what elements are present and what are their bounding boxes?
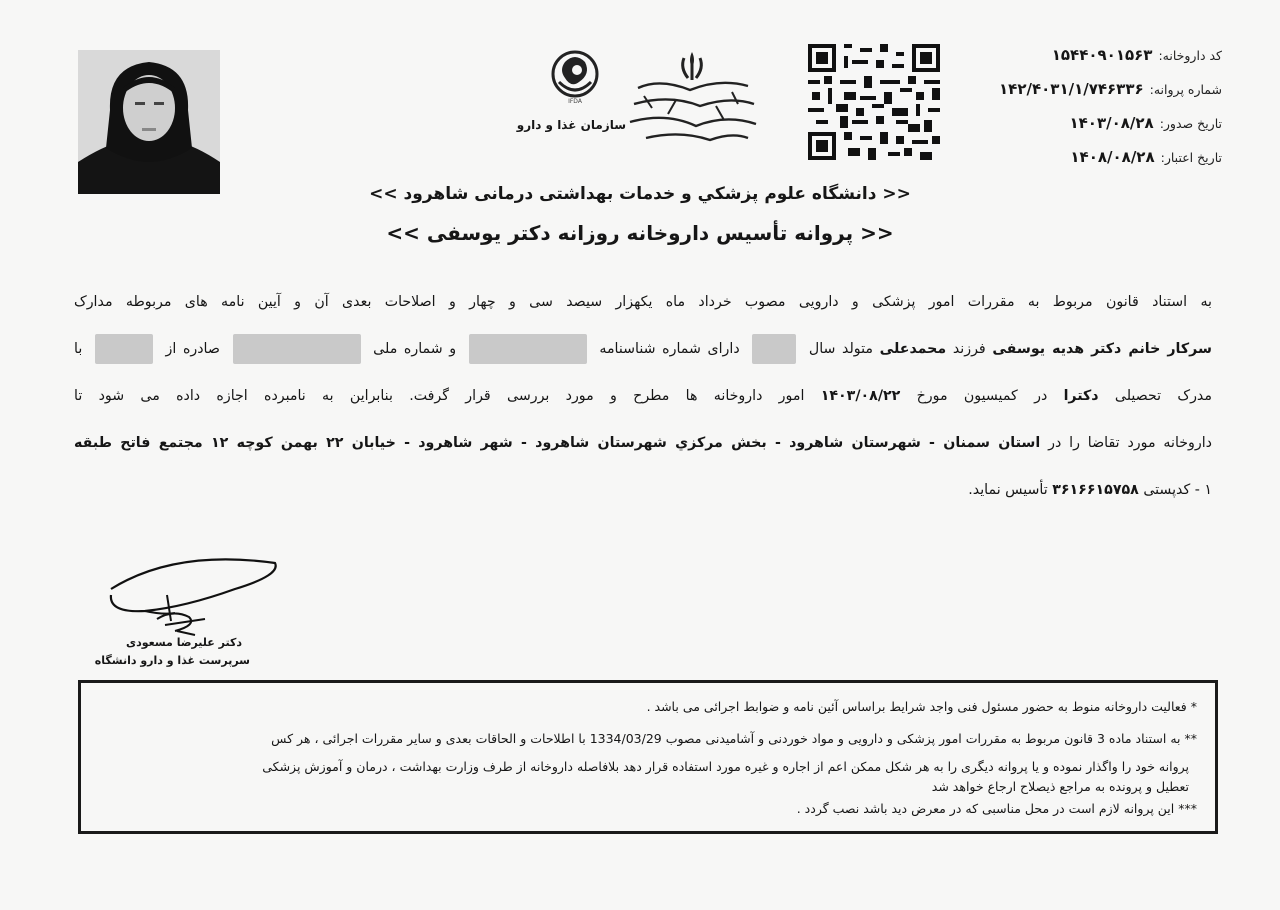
body-text-3: امور داروخانه ها مطرح و مورد بررسی قرار گرفت. بنابراین به نامبرده اجازه داده می شود تا (74, 388, 805, 404)
svg-text:IFDA: IFDA (568, 98, 582, 104)
applicant-photo (78, 50, 220, 194)
validity-date: ۱۴۰۸/۰۸/۲۸ (1070, 148, 1155, 166)
license-title: << پروانه تأسیس داروخانه روزانه دکتر یوسفی >> (386, 221, 894, 245)
food-drug-org-name: سازمان غذا و دارو (516, 118, 626, 132)
iran-emblem-logo-icon (620, 48, 760, 148)
degree-value: دکترا (1063, 388, 1099, 404)
qr-code-icon[interactable] (808, 44, 940, 160)
issue-date: ۱۴۰۳/۰۸/۲۸ (1069, 114, 1154, 132)
commission-date: ۱۴۰۳/۰۸/۲۲ (820, 388, 901, 404)
validity-date-label: تاریخ اعتبار: (1160, 149, 1222, 165)
pharmacy-address: استان سمنان - شهرستان شاهرود - بخش مرکزي شهرستان شاهرود - شهر شاهرود - خیابان ۲۲ بهمن کوچه ۱۲ مجتمع فاتح طبقه (74, 435, 1041, 451)
commission-label: در کمیسیون مورخ (916, 388, 1048, 404)
redacted-birth-cert (469, 334, 587, 364)
national-id-label: و شماره ملی (373, 341, 457, 357)
signature-icon (105, 555, 285, 645)
body-line-3 (74, 376, 1212, 423)
body-text-4: داروخانه مورد تقاضا را در (1048, 435, 1212, 451)
postal-code-label: ۱ - کدپستی (1143, 482, 1212, 498)
pharmacy-code-label: کد داروخانه: (1158, 47, 1222, 63)
note-2-cont: پروانه خود را واگذار نموده و یا پروانه دیگری را به هر شکل ممکن اعم از اجاره و غیره مورد استفاده قرار دهد بلافاصله داروخانه از طرف وزارت بهداشت ، درمان و آموزش پزشکی (262, 759, 1189, 774)
redacted-birth-year (752, 334, 796, 364)
body-line-2 (74, 329, 1212, 376)
father-name: محمدعلی (879, 341, 947, 357)
degree-label: مدرک تحصیلی (1114, 388, 1212, 404)
license-number: ۱۴۲/۴۰۳۱/۱/۷۴۶۳۳۶ (999, 80, 1144, 98)
issued-from-label: صادره از (165, 341, 220, 357)
pharmacy-code: ۱۵۴۴۰۹۰۱۵۶۳ (1051, 46, 1153, 64)
child-of-label: فرزند (952, 341, 986, 357)
signatory-name: دکتر علیرضا مسعودی (126, 636, 242, 649)
fda-logo-icon (545, 48, 605, 104)
note-2-end: تعطیل و پرونده به مراجع ذیصلاح ارجاع خواهد شد (931, 779, 1189, 794)
body-text-1: به استناد قانون مربوط به مقررات امور پزشکی و دارویی مصوب خرداد ماه یکهزار سیصد سی و چهار و اصلاحات بعدی آن و آیین نامه های مربوطه مدارک (74, 294, 1212, 310)
signatory-title: سرپرست غذا و دارو دانشگاه (94, 654, 250, 667)
license-body (74, 282, 1212, 517)
body-line-1 (74, 282, 1212, 329)
note-2: ** به استناد ماده 3 قانون مربوط به مقررات امور پزشکی و دارویی و مواد خوردنی و آشامیدنی مصوب 1334/03/29 با اطلاحات و الحاقات بعدی و سایر مقررات اجرائی ، هر کس (271, 731, 1197, 746)
holder-name: سرکار خانم دکتر هدیه یوسفی (992, 341, 1212, 357)
license-meta (952, 38, 1222, 174)
redacted-national-id (233, 334, 361, 364)
validity-date-row (952, 140, 1222, 174)
redacted-issue-place (95, 334, 153, 364)
born-year-label: متولد سال (808, 341, 874, 357)
birth-cert-label: دارای شماره شناسنامه (599, 341, 740, 357)
issue-date-label: تاریخ صدور: (1159, 115, 1222, 131)
body-text-5: تأسیس نماید. (968, 482, 1048, 498)
license-number-label: شماره پروانه: (1149, 81, 1222, 97)
note-1: * فعالیت داروخانه منوط به حضور مسئول فنی واجد شرایط براساس آئین نامه و ضوابط اجرائی می باشد . (646, 699, 1197, 714)
notes-box (78, 680, 1218, 834)
issue-date-row (952, 106, 1222, 140)
body-line-4 (74, 423, 1212, 470)
with-label: با (74, 341, 83, 357)
university-title: << دانشگاه علوم پزشکي و خدمات بهداشتی درمانی شاهرود >> (369, 184, 911, 204)
pharmacy-code-row (952, 38, 1222, 72)
note-3: *** این پروانه لازم است در محل مناسبی که در معرض دید باشد نصب گردد . (796, 801, 1197, 816)
postal-code: ۳۶۱۶۶۱۵۷۵۸ (1052, 482, 1139, 498)
license-number-row (952, 72, 1222, 106)
body-line-5 (74, 470, 1212, 517)
